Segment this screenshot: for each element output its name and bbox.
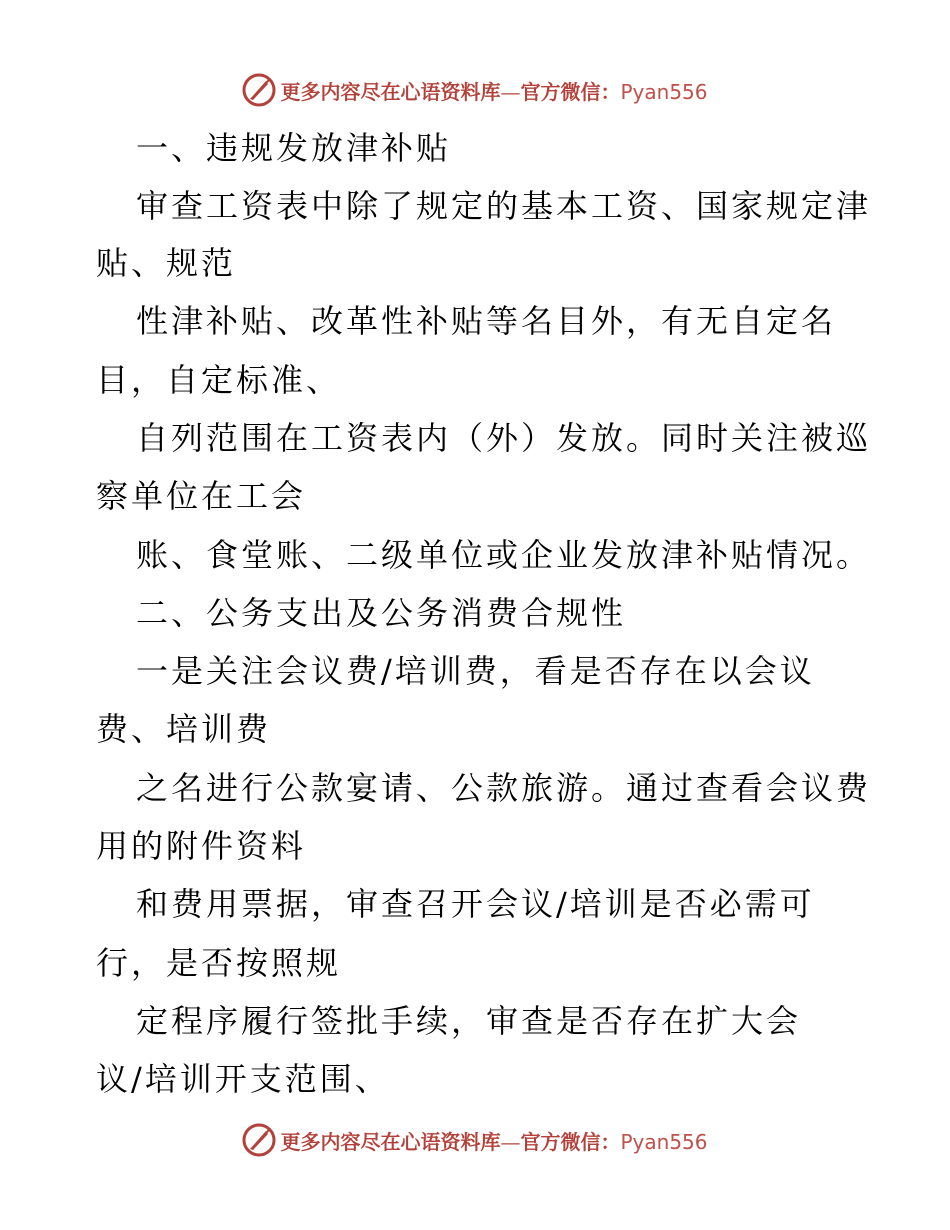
paragraph-line: 之名进行公款宴请、公款旅游。通过查看会议费 bbox=[136, 769, 872, 807]
paragraph-line: 费、培训费 bbox=[96, 710, 272, 748]
feather-pen-logo-icon bbox=[242, 73, 276, 107]
paragraph-line: 目，自定标准、 bbox=[96, 361, 342, 399]
paragraph-line: 贴、规范 bbox=[96, 244, 237, 282]
paragraph-line: 定程序履行签批手续，审查是否存在扩大会 bbox=[136, 1002, 802, 1040]
heading-1: 一、违规发放津补贴 bbox=[136, 129, 452, 167]
paragraph-line: 自列范围在工资表内（外）发放。同时关注被巡 bbox=[136, 419, 872, 457]
paragraph-line: 审查工资表中除了规定的基本工资、国家规定津 bbox=[136, 187, 872, 225]
footer-watermark bbox=[0, 1120, 950, 1160]
watermark-text: 更多内容尽在心语资料库—官方微信：Pyan556 bbox=[280, 1129, 708, 1154]
paragraph-line: 性津补贴、改革性补贴等名目外，有无自定名 bbox=[136, 302, 837, 340]
paragraph-line: 用的附件资料 bbox=[96, 827, 307, 865]
paragraph-line: 账、食堂账、二级单位或企业发放津补贴情况。 bbox=[136, 536, 872, 574]
watermark-text: 更多内容尽在心语资料库—官方微信：Pyan556 bbox=[280, 79, 708, 104]
paragraph-line: 和费用票据，审查召开会议/培训是否必需可 bbox=[136, 885, 815, 923]
header-watermark bbox=[0, 70, 950, 110]
feather-pen-logo-icon bbox=[242, 1123, 276, 1157]
paragraph-line: 议/培训开支范围、 bbox=[96, 1060, 390, 1098]
paragraph-line: 一是关注会议费/培训费，看是否存在以会议 bbox=[136, 652, 815, 690]
heading-2: 二、公务支出及公务消费合规性 bbox=[136, 594, 627, 632]
paragraph-line: 察单位在工会 bbox=[96, 477, 307, 515]
paragraph-line: 行，是否按照规 bbox=[96, 944, 342, 982]
